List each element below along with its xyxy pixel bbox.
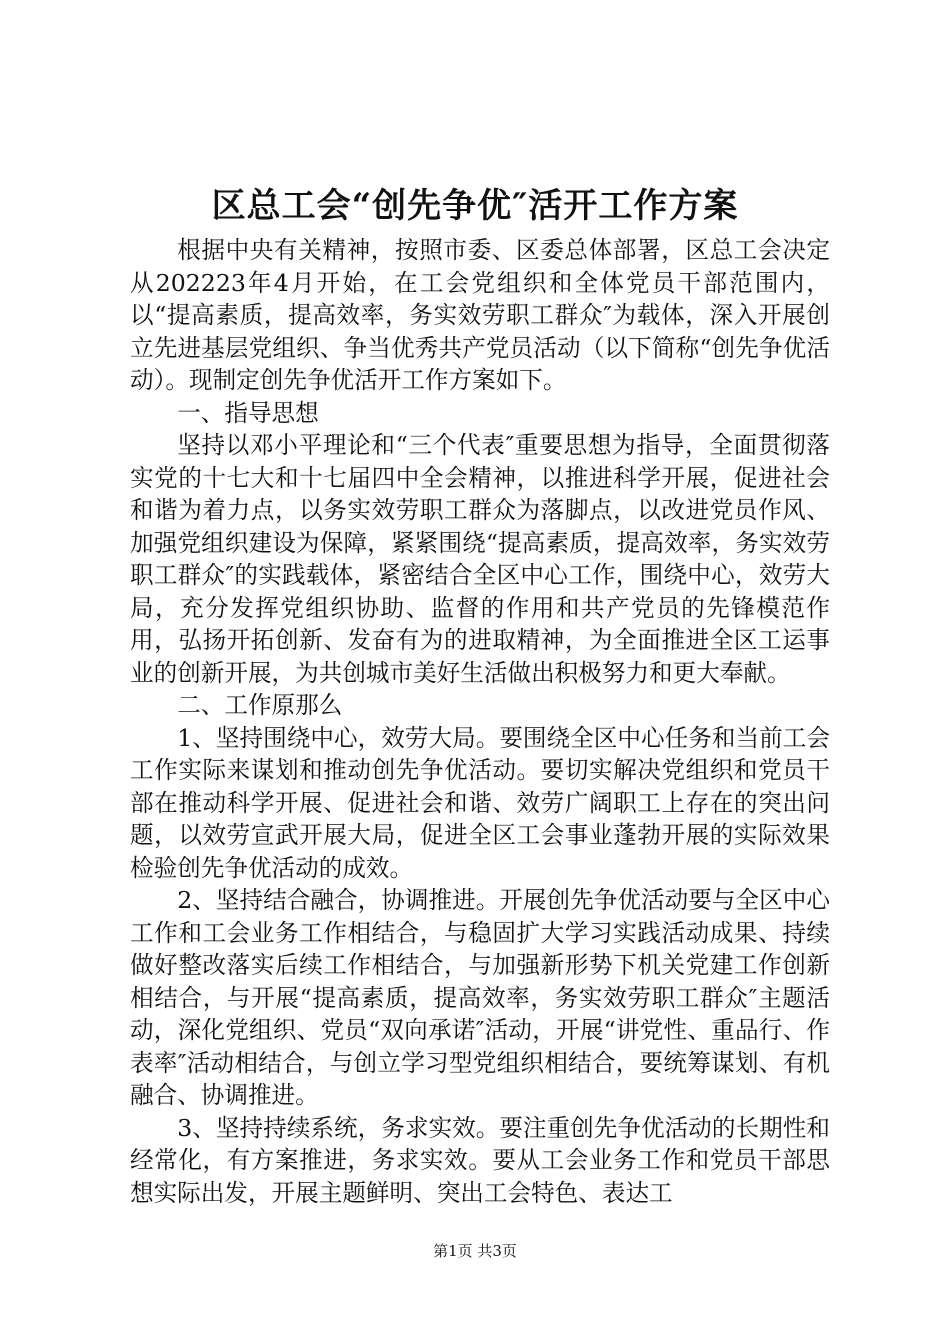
document-body <box>130 234 830 1209</box>
page-number-footer: 第1页 共3页 <box>433 1242 517 1260</box>
section-heading-guiding-ideology: 一、指导思想 <box>177 398 319 427</box>
paragraph-principle-3: 3、坚持持续系统，务求实效。要注重创先争优活动的长期性和经常化，有方案推进，务求实效。要从工会业务工作和党员干部思想实际出发，开展主题鲜明、突出工会特色、表达工 <box>130 1113 830 1207</box>
document-title: 区总工会“创先争优″活开工作方案 <box>211 186 739 226</box>
paragraph-intro: 根据中央有关精神，按照市委、区委总体部署，区总工会决定从202223年4月开始，在工会党组织和全体党员干部范围内，以“提高素质，提高效率，务实效劳职工群众″为载体，深入开展创立先进基层党组织、争当优秀共产党员活动（以下简称“创先争优活动）。现制定创先争优活开工作方案如下。 <box>130 236 830 394</box>
paragraph-principle-2: 2、坚持结合融合，协调推进。开展创先争优活动要与全区中心工作和工会业务工作相结合，与稳固扩大学习实践活动成果、持续做好整改落实后续工作相结合，与加强新形势下机关党建工作创新相结合，与开展“提高素质，提高效率，务实效劳职工群众″主题活动，深化党组织、党员“双向承诺″活动，开展“讲党性、重品行、作表率″活动相结合，与创立学习型党组织相结合，要统筹谋划、有机融合、协调推进。 <box>130 886 830 1109</box>
paragraph-principle-1: 1、坚持围绕中心，效劳大局。要围绕全区中心任务和当前工会工作实际来谋划和推动创先争优活动。要切实解决党组织和党员干部在推动科学开展、促进社会和谐、效劳广阔职工上存在的突出问题，以效劳宣武开展大局，促进全区工会事业蓬勃开展的实际效果检验创先争优活动的成效。 <box>130 723 830 882</box>
paragraph-guiding-ideology: 坚持以邓小平理论和“三个代表″重要思想为指导，全面贯彻落实党的十七大和十七届四中全会精神，以推进科学开展，促进社会和谐为着力点，以务实效劳职工群众为落脚点，以改进党员作风、加强党组织建设为保障，紧紧围绕“提高素质，提高效率，务实效劳职工群众″的实践载体，紧密结合全区中心工作，围绕中心，效劳大局，充分发挥党组织协助、监督的作用和共产党员的先锋模范作用，弘扬开拓创新、发奋有为的进取精神，为全面推进全区工运事业的创新开展，为共创城市美好生活做出积极努力和更大奉献。 <box>130 431 830 687</box>
section-heading-work-principles: 二、工作原那么 <box>177 691 343 719</box>
